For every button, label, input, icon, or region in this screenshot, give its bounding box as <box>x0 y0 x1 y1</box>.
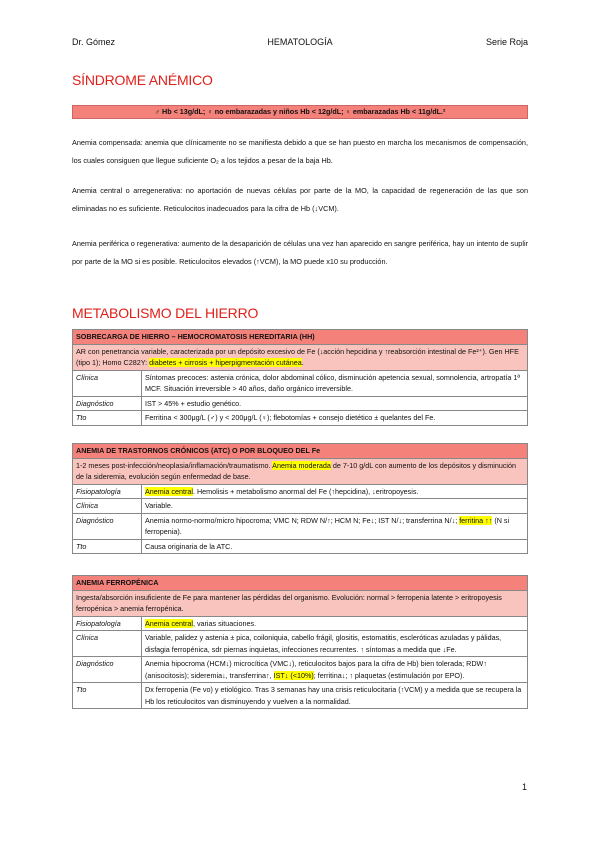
table-row: Tto Ferritina < 300μg/L (♂) y < 200μg/L (♀); flebotomías + consejo dietético ± quelantes del Fe. <box>73 411 528 426</box>
table-hemocromatosis <box>72 329 528 426</box>
page-header <box>72 37 528 51</box>
header-series: Serie Roja <box>485 37 528 47</box>
section-title-sindrome-anemico: SÍNDROME ANÉMICO <box>72 72 213 88</box>
header-author: Dr. Gómez <box>72 37 116 47</box>
table-row: Clínica Síntomas precoces: astenia crónica, dolor abdominal cólico, disminución apetencia sexual, somnolencia, artropatía 1ª MCF. Situación irreversible > 40 años, daño orgánico irreversible. <box>73 370 528 396</box>
table-ferropenica <box>72 575 528 709</box>
table-title: ANEMIA FERROPÉNICA <box>73 576 528 591</box>
table-row: Fisiopatología Anemia central. Hemolisis + metabolismo anormal del Fe (↑hepcidina), ↓eritropoyesis. <box>73 484 528 499</box>
header-subject: HEMATOLOGÍA <box>267 37 333 47</box>
highlight: IST↓ (<10%) <box>273 670 314 680</box>
table-intro: AR con penetrancia variable, caracterizada por un depósito excesivo de Fe (↓acción hepcidina y ↑reabsorción intestinal de Fe²⁺). Gen HFE (tipo 1); Homo C282Y: diabetes + cirrosis + hiperpigmentación cutánea. <box>73 344 528 370</box>
table-row: Fisiopatología Anemia central, varias situaciones. <box>73 616 528 631</box>
paragraph-anemia-periferica: Anemia periférica o regenerativa: aumento de la desaparición de células una vez han aparecido en sangre periférica, hay un intento de suplir por parte de la MO si es posible. Reticulocitos elevados (↑VCM), la MO puede x10 su producción. <box>72 239 528 266</box>
table-row: Clínica Variable, palidez y astenia ± pica, coiloniquia, cabello frágil, glositis, estomatitis, escleróticas azuladas y pálidas, disfagia ferropénica, sdr piernas inquietas, infecciones recurrentes. ↑ síntomas a medida que ↓Fe. <box>73 631 528 657</box>
paragraph-anemia-compensada: Anemia compensada: anemia que clínicamente no se manifiesta debido a que se han puesto en marcha los mecanismos de compensación, los cuales consiguen que llegue suficiente O₂ a los tejidos a pesar de la baja Hb. <box>72 138 528 165</box>
table-row: Diagnóstico IST > 45% + estudio genético. <box>73 396 528 411</box>
table-row: Tto Causa originaria de la ATC. <box>73 539 528 554</box>
page-number: 1 <box>522 782 528 792</box>
table-row: Diagnóstico Anemia hipocroma (HCM↓) microcítica (VMC↓), reticulocitos bajos para la cifra de Hb) bien tolerada; RDW↑ (anisocitosis); sideremia↓, transferrina↑, IST↓ (<10%); ferritina↓; ↑ plaquetas (estimulación por EPO). <box>73 657 528 683</box>
paragraph-anemia-central: Anemia central o arregenerativa: no aportación de nuevas células por parte de la MO, la capacidad de regeneración de las que son eliminadas no es suficiente. Reticulocitos inadecuados para la cifra de Hb (↓VCM). <box>72 186 528 213</box>
table-intro: 1-2 meses post-infección/neoplasia/inflamación/traumatismo. Anemia moderada de 7-10 g/dL con aumento de los depósitos y disminución de la sideremia, evolución según enfermedad de base. <box>73 458 528 484</box>
highlight: diabetes + cirrosis + hiperpigmentación cutánea <box>149 358 302 367</box>
table-row: Tto Dx ferropenia (Fe vo) y etiológico. Tras 3 semanas hay una crisis reticulocitaria (↑VCM) y a medida que se recupera la Hb los reticulocitos van disminuyendo y vuelven a la normalidad. <box>73 683 528 709</box>
table-intro: Ingesta/absorción insuficiente de Fe para mantener las pérdidas del organismo. Evolución: normal > ferropenia latente > eritropoyesis ferropénica > anemia ferropénica. <box>73 590 528 616</box>
table-row: Clínica Variable. <box>73 499 528 514</box>
table-title: SOBRECARGA DE HIERRO – HEMOCROMATOSIS HEREDITARIA (HH) <box>73 330 528 345</box>
table-title: ANEMIA DE TRASTORNOS CRÓNICOS (ATC) O POR BLOQUEO DEL Fe <box>73 444 528 459</box>
table-atc <box>72 443 528 554</box>
highlight: Anemia moderada <box>272 460 331 470</box>
table-row: Diagnóstico Anemia normo-normo/micro hipocroma; VMC N; RDW N/↑; HCM N; Fe↓; IST N/↓; transferrina N/↓; ferritina ↑↑ (N si ferropenia). <box>73 513 528 539</box>
hb-thresholds-band: ♂ Hb < 13g/dL; ♀ no embarazadas y niños Hb < 12g/dL; ♀ embarazadas Hb < 11g/dL.² <box>72 105 528 119</box>
highlight: Anemia central <box>145 618 193 628</box>
highlight: Anemia central <box>145 486 193 496</box>
section-title-metabolismo-hierro: METABOLISMO DEL HIERRO <box>72 305 259 321</box>
highlight: ferritina ↑↑ <box>459 515 493 525</box>
